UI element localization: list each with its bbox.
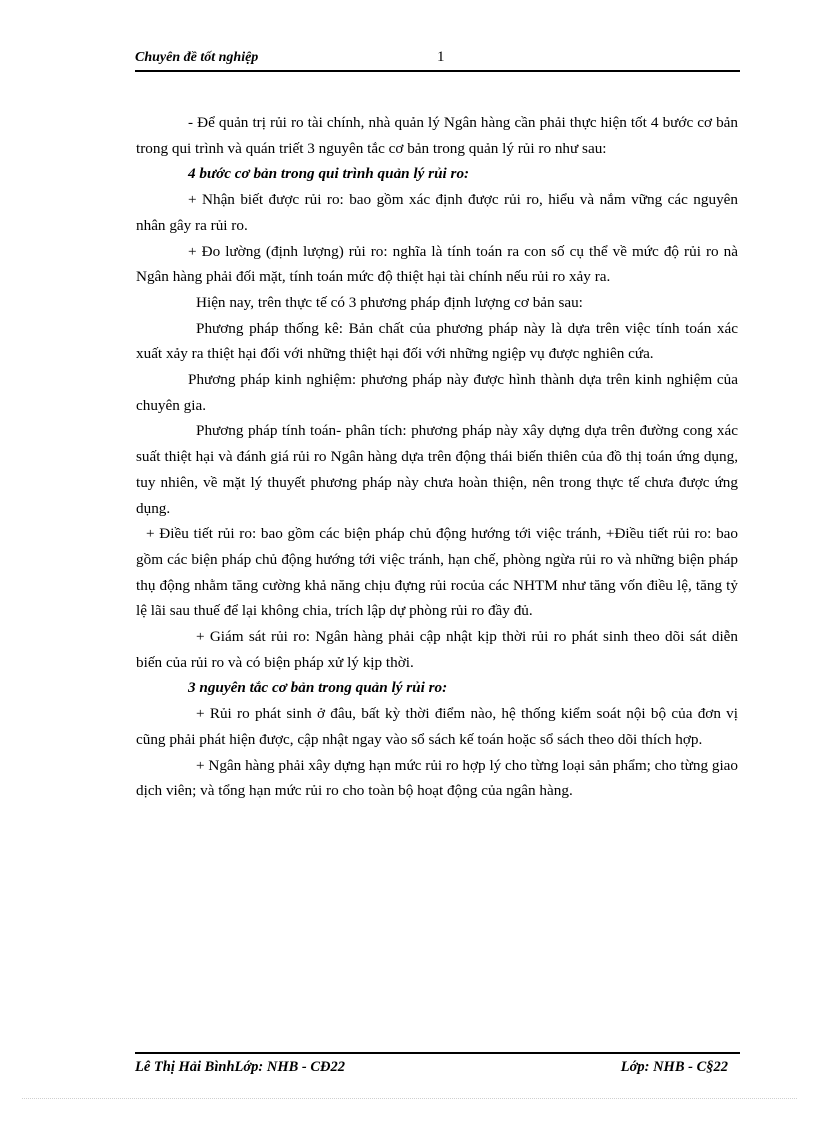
footer-author-class: Lê Thị Hải BìnhLớp: NHB - CĐ22 (135, 1059, 345, 1075)
paragraph-three-methods: Hiện nay, trên thực tế có 3 phương pháp định lượng cơ bản sau: (196, 293, 583, 311)
document-body (136, 110, 738, 804)
bottom-dotted-divider (22, 1098, 797, 1099)
header-title: Chuyên đề tốt nghiệp (135, 50, 259, 65)
paragraph-analytic-method: Phương pháp tính toán- phân tích: phương pháp này xây dựng dựa trên đường cong xác suất thiệt hại và đánh giá rủi ro Ngân hàng dựa trên động thái biến thiên của đồ thị toán ứng dụng, tuy nhiên, về mặt lý thuyết phương pháp này chưa hoàn thiện, nên trong thực tế chưa được ứng dụng. (136, 422, 738, 517)
paragraph-measure-risk: + Đo lường (định lượng) rủi ro: nghĩa là tính toán ra con số cụ thể về mức độ rủi ro nà Ngân hàng phải đối mặt, tính toán mức độ thiệt hại tài chính nếu rủi ro xảy ra. (136, 242, 738, 286)
paragraph-identify-risk: + Nhận biết được rủi ro: bao gồm xác định được rủi ro, hiểu và nắm vững các nguyên nhân gây ra rủi ro. (136, 191, 738, 234)
paragraph-monitor-risk: + Giám sát rủi ro: Ngân hàng phải cập nhật kịp thời rủi ro phát sinh theo dõi sát diễn biến của rủi ro và có biện pháp xử lý kịp thời. (136, 628, 738, 671)
page-header (135, 46, 740, 72)
paragraph-statistical-method: Phương pháp thống kê: Bản chất của phương pháp này là dựa trên việc tính toán xác xuất xảy ra thiệt hại đối với những thiệt hại đối với những ngiệp vụ được nghiên cứa. (136, 319, 738, 363)
heading-three-principles: 3 nguyên tắc cơ bản trong quản lý rủi ro: (188, 679, 448, 697)
heading-four-steps: 4 bước cơ bản trong qui trình quản lý rủi ro: (188, 165, 470, 183)
paragraph-regulate-risk: + Điều tiết rủi ro: bao gồm các biện pháp chủ động hướng tới việc tránh, +Điều tiết rủi ro: bao gồm các biện pháp chủ động hướng tới việc tránh, hạn chế, phòng ngừa rủi ro và những biện pháp thụ động nhằm tăng cường khả năng chịu đựng rủi rocủa các NHTM như tăng vốn điều lệ, tăng tỷ lệ lãi sau thuế để lại không chia, trích lập dự phòng rủi ro đầy đủ. (136, 525, 738, 620)
paragraph-principle-two: + Ngân hàng phải xây dựng hạn mức rủi ro hợp lý cho từng loại sản phẩm; cho từng giao dịch viên; và tổng hạn mức rủi ro cho toàn bộ hoạt động của ngân hàng. (136, 756, 738, 800)
footer-class: Lớp: NHB - C§22 (620, 1059, 728, 1075)
paragraph-principle-one: + Rủi ro phát sinh ở đâu, bất kỳ thời điểm nào, hệ thống kiểm soát nội bộ của đơn vị cũng phải phát hiện được, cập nhật ngay vào sổ sách kế toán hoặc sổ sách theo dõi thích hợp. (136, 705, 738, 748)
paragraph-intro: - Để quản trị rủi ro tài chính, nhà quản lý Ngân hàng cần phải thực hiện tốt 4 bước cơ bản trong qui trình và quán triết 3 nguyên tắc cơ bản trong quản lý rủi ro như sau: (136, 114, 738, 157)
paragraph-experience-method: Phương pháp kinh nghiệm: phương pháp này được hình thành dựa trên kinh nghiệm của chuyên gia. (136, 371, 738, 414)
page-footer (135, 1052, 740, 1080)
page-number: 1 (437, 49, 445, 65)
